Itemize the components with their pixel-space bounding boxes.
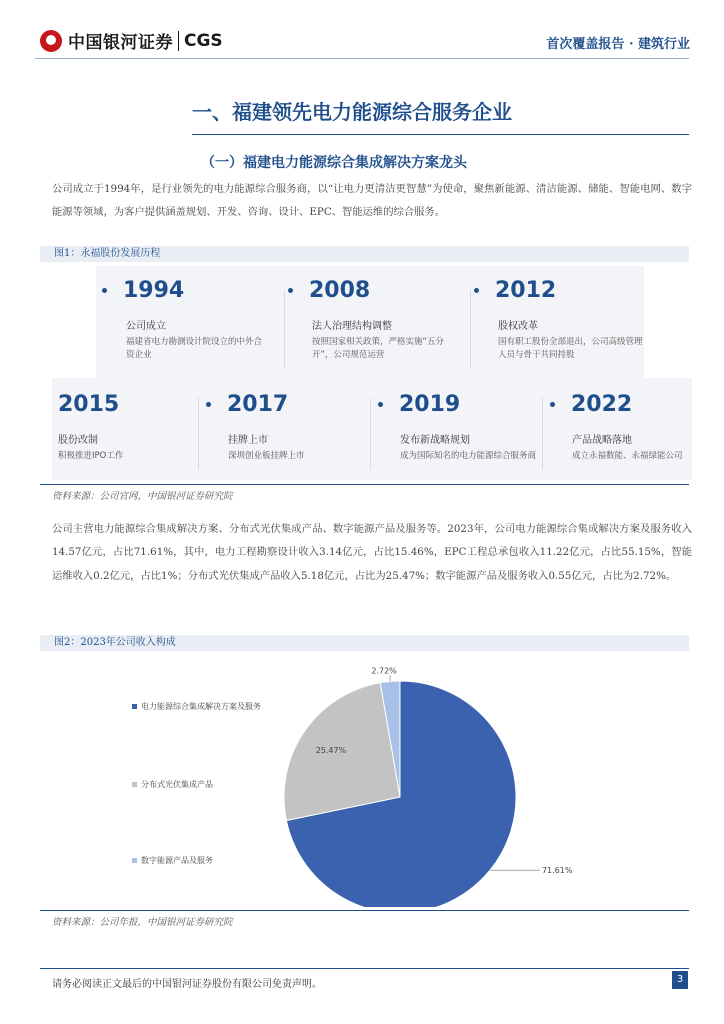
timeline-year: 2022 xyxy=(571,392,633,417)
timeline-title: 公司成立 xyxy=(126,321,166,332)
timeline-item xyxy=(474,278,644,362)
timeline-year: 2012 xyxy=(495,278,557,303)
timeline-dot-icon xyxy=(206,402,211,407)
logo-chinese-name: 中国银河证券 xyxy=(68,33,173,53)
section-title-underline xyxy=(192,134,689,135)
legend-swatch xyxy=(132,782,137,787)
timeline-title: 法人治理结构调整 xyxy=(312,321,392,332)
timeline-item xyxy=(550,392,720,463)
legend-label: 数字能源产品及服务 xyxy=(141,856,213,865)
figure2-caption: 图2：2023年公司收入构成 xyxy=(40,635,689,651)
page-number: 3 xyxy=(672,971,688,989)
revenue-paragraph: 公司主营电力能源综合集成解决方案、分布式光伏集成产品、数字能源产品及服务等。2023年，公司电力能源综合集成解决方案及服务收入14.57亿元，占比71.61%，其中，电力工程勘察设计收入3.14亿元，占比15.46%，EPC工程总承包收入11.22亿元，占比55.15%，智能运维收入0.2亿元，占比1%；分布式光伏集成产品收入5.18亿元，占比为25.47%；数字能源产品及服务收入0.55亿元，占比为2.72%。 xyxy=(52,523,692,582)
timeline-item xyxy=(288,278,458,362)
timeline-desc: 深圳创业板挂牌上市 xyxy=(228,451,305,461)
timeline-year: 2019 xyxy=(399,392,461,417)
timeline-desc: 按照国家相关政策，严格实施“五分开”，公司规范运营 xyxy=(312,337,444,360)
pie-value-label: 71.61% xyxy=(541,866,573,876)
timeline-desc: 成为国际知名的电力能源综合服务商 xyxy=(400,451,537,461)
timeline-dot-icon xyxy=(288,288,293,293)
pie-value-label: 25.47% xyxy=(315,745,347,755)
timeline-year: 2015 xyxy=(58,392,120,417)
timeline-year: 2008 xyxy=(309,278,371,303)
figure2-source: 资料来源：公司年报，中国银河证券研究院 xyxy=(52,917,233,928)
timeline-desc: 成立永福数能、永福绿能公司 xyxy=(572,451,683,461)
figure1-source: 资料来源：公司官网，中国银河证券研究院 xyxy=(52,491,233,502)
timeline-title: 发布新战略规划 xyxy=(400,435,470,446)
timeline-title: 股份改制 xyxy=(58,435,98,446)
company-logo xyxy=(40,28,223,53)
intro-paragraph: 公司成立于1994年，是行业领先的电力能源综合服务商，以“让电力更清洁更智慧”为使命，聚焦新能源、清洁能源、储能、智能电网、数字能源等领域，为客户提供涵盖规划、开发、咨询、设计、EPC、智能运维的综合服务。 xyxy=(52,183,692,219)
timeline-year: 1994 xyxy=(123,278,185,303)
timeline-desc: 国有职工股份全部退出，公司高级管理人员与骨干共同持股 xyxy=(498,337,643,360)
timeline-dot-icon xyxy=(102,288,107,293)
report-type: 首次覆盖报告 · 建筑行业 xyxy=(546,37,690,52)
timeline-dot-icon xyxy=(378,402,383,407)
timeline-dot-icon xyxy=(550,402,555,407)
timeline-year: 2017 xyxy=(227,392,289,417)
cgs-logo-icon xyxy=(40,30,62,52)
timeline-title: 挂牌上市 xyxy=(228,435,268,446)
timeline-item xyxy=(378,392,548,463)
logo-english-name: CGS xyxy=(184,30,223,51)
timeline-desc: 福建省电力勘测设计院设立的中外合资企业 xyxy=(126,337,263,360)
section-title: 一、福建领先电力能源综合服务企业 xyxy=(192,100,512,124)
legend-label: 电力能源综合集成解决方案及服务 xyxy=(141,702,261,711)
logo-divider xyxy=(178,31,179,51)
timeline-separator xyxy=(284,290,285,368)
legend-label: 分布式光伏集成产品 xyxy=(141,780,213,789)
timeline-title: 产品战略落地 xyxy=(572,435,632,446)
subsection-title: （一）福建电力能源综合集成解决方案龙头 xyxy=(201,155,467,171)
timeline-item xyxy=(58,392,228,463)
timeline-title: 股权改革 xyxy=(498,321,538,332)
legend-swatch xyxy=(132,704,137,709)
figure2-bottom-rule xyxy=(40,910,689,911)
figure1-bottom-rule xyxy=(40,484,689,485)
timeline-separator xyxy=(470,290,471,368)
figure1-caption: 图1：永福股份发展历程 xyxy=(40,246,689,262)
timeline-desc: 积极推进IPO工作 xyxy=(58,451,124,461)
timeline-item xyxy=(102,278,272,362)
revenue-pie-chart xyxy=(52,655,692,907)
header-divider xyxy=(35,58,689,59)
pie-value-label: 2.72% xyxy=(371,666,397,676)
footer-divider xyxy=(40,968,689,969)
legend-swatch xyxy=(132,858,137,863)
timeline-item xyxy=(206,392,376,463)
timeline-dot-icon xyxy=(474,288,479,293)
footer-disclaimer: 请务必阅读正文最后的中国银河证券股份有限公司免责声明。 xyxy=(52,979,322,990)
